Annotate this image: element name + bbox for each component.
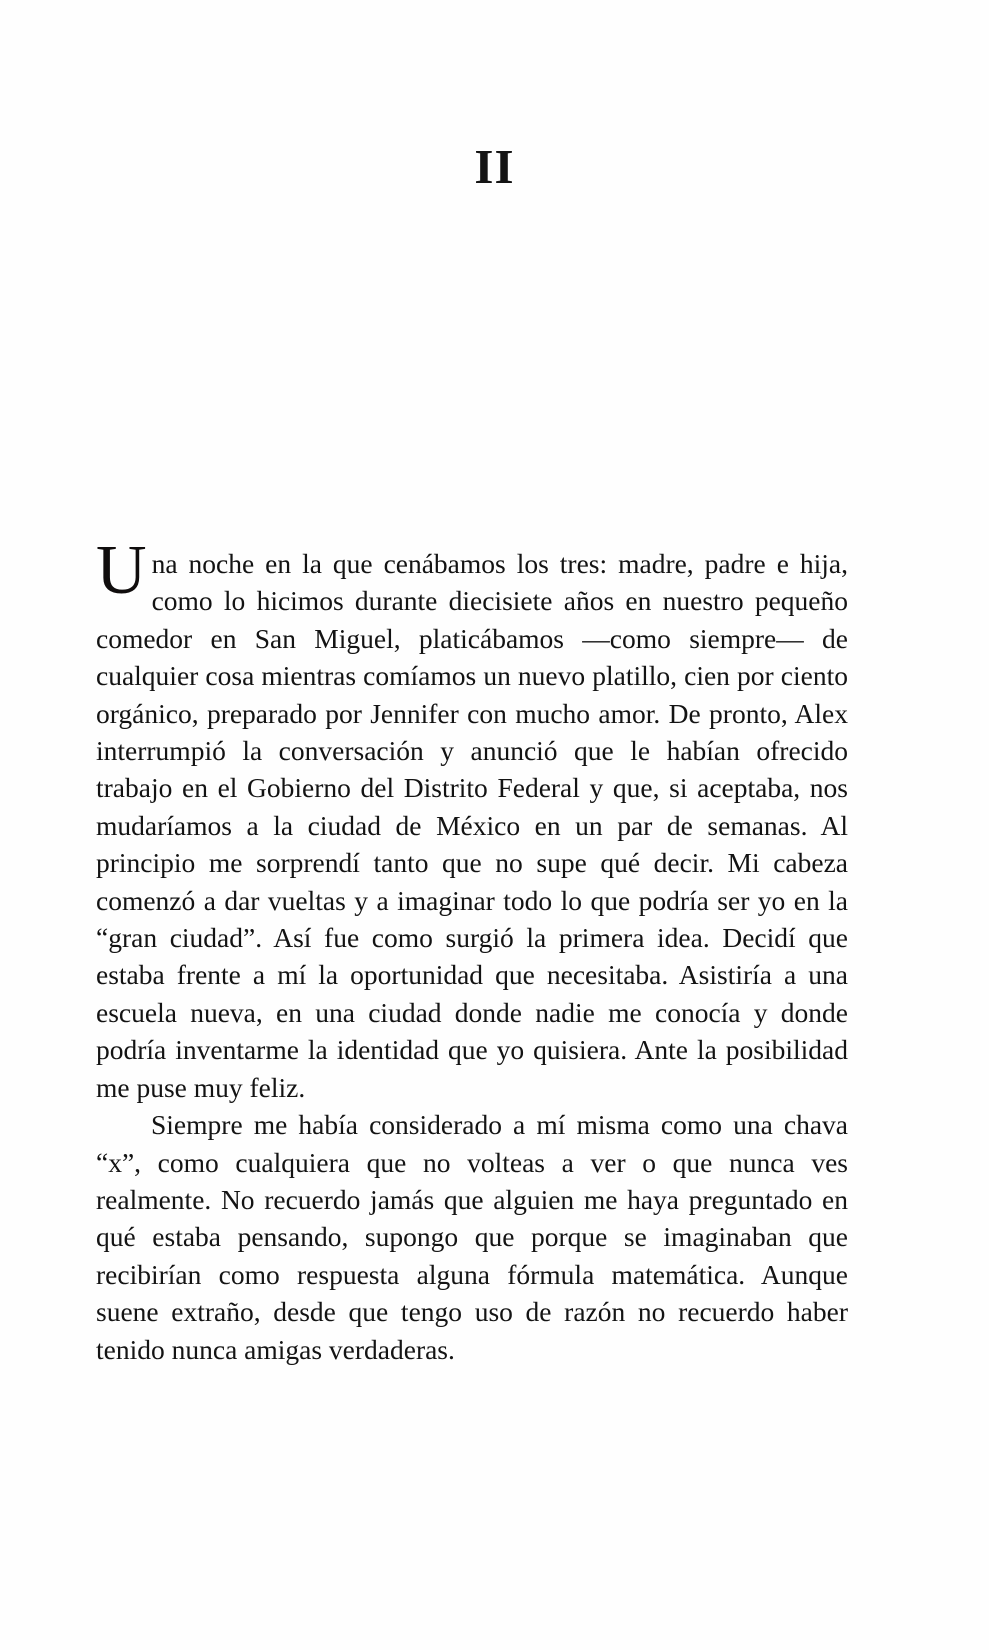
chapter-number-heading: II [474, 139, 515, 194]
paragraph-1-text: na noche en la que cenábamos los tres: madre, padre e hija, como lo hicimos durante diecisiete años en nuestro pequeño comedor en San Miguel, platicábamos —como siempre— de cualquier cosa mientras comíamos un nuevo platillo, cien por ciento orgánico, preparado por Jennifer con mucho amor. De pronto, Alex interrumpió la conversación y anunció que le habían ofrecido trabajo en el Gobierno del Distrito Federal y que, si aceptaba, nos mudaríamos a la ciudad de México en un par de semanas. Al principio me sorprendí tanto que no supe qué decir. Mi cabeza comenzó a dar vueltas y a imaginar todo lo que podría ser yo en la “gran ciudad”. Así fue como surgió la primera idea. Decidí que estaba frente a mí la oportunidad que necesitaba. Asistiría a una escuela nueva, en una ciudad donde nadie me conocía y donde podría inventarme la identidad que yo quisiera. Ante la posibilidad me puse muy feliz. [96, 548, 848, 1103]
body-text-block [96, 532, 848, 1368]
paragraph-2-text: Siempre me había considerado a mí misma como una chava “x”, como cualquiera que no volteas a ver o que nunca ves realmente. No recuerdo jamás que alguien me haya preguntado en qué estaba pensando, supongo que porque se imaginaban que recibirían como respuesta alguna fórmula matemática. Aunque suene extraño, desde que tengo uso de razón no recuerdo haber tenido nunca amigas verdaderas. [96, 1109, 848, 1365]
paragraph-2 [96, 1106, 848, 1368]
paragraph-1 [96, 532, 848, 1106]
drop-cap-letter: U [96, 532, 147, 609]
